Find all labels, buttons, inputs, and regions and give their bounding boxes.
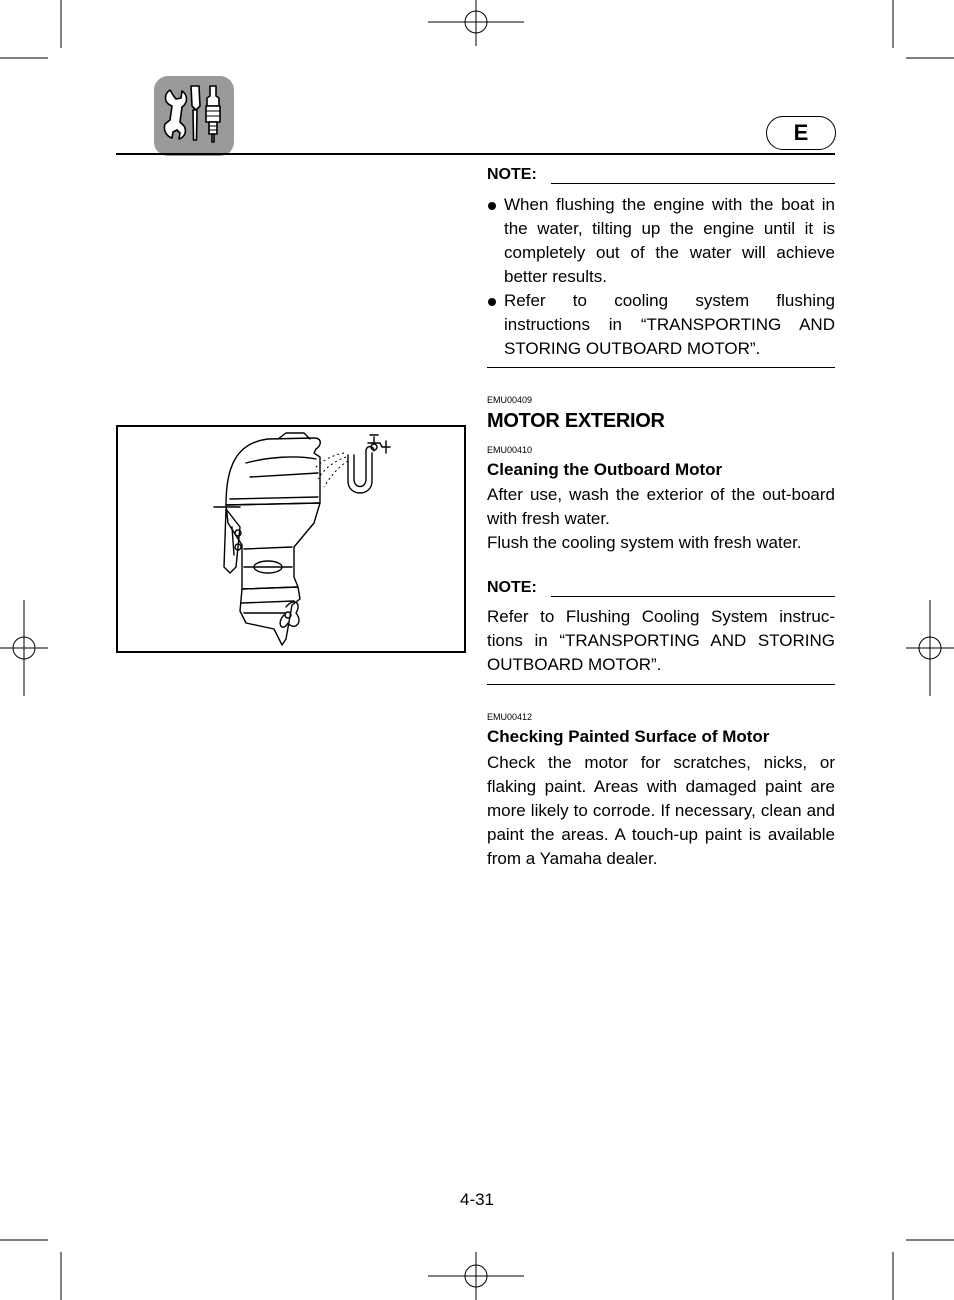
note-body — [487, 193, 835, 361]
language-badge: E — [766, 116, 836, 150]
note-label: NOTE: — [487, 579, 537, 596]
paragraph: After use, wash the exterior of the out-board with fresh water. — [487, 485, 835, 528]
paragraph: Flush the cooling system with fresh water. — [487, 533, 802, 552]
tools-icon — [154, 76, 234, 156]
subsection-code: EMU00410 — [487, 445, 533, 455]
note-body — [487, 605, 835, 677]
note-bullet-list — [487, 193, 835, 361]
header-rule — [116, 153, 835, 155]
note-rule — [551, 183, 835, 184]
note-end-rule — [487, 684, 835, 685]
note-bullet-item: When flushing the engine with the boat in the water, tilting up the engine until it is completely out of the water will achieve better results. — [487, 193, 835, 289]
note-header — [487, 166, 835, 190]
subsection-title: Checking Painted Surface of Motor — [487, 727, 770, 746]
subsection-title: Cleaning the Outboard Motor — [487, 460, 723, 479]
note-rule — [551, 596, 835, 597]
page-number: 4-31 — [459, 1190, 495, 1209]
paragraph: Refer to Flushing Cooling System instruc-tions in “TRANSPORTING AND STORING OUTBOARD MOTOR”. — [487, 607, 835, 674]
paragraph: Check the motor for scratches, nicks, or flaking paint. Areas with damaged paint are more likely to corrode. If necessary, clean and paint the areas. A touch-up paint is available from a Yamaha dealer. — [487, 753, 835, 868]
note-header — [487, 579, 835, 603]
note-bullet-item: Refer to cooling system flushing instructions in “TRANSPORTING AND STORING OUTBOARD MOTOR”. — [487, 289, 835, 361]
outboard-motor-washing-icon — [118, 427, 464, 651]
tools-section-badge — [154, 76, 234, 156]
note-end-rule — [487, 367, 835, 368]
cleaning-body — [487, 483, 835, 555]
note-label: NOTE: — [487, 166, 537, 183]
section-title: MOTOR EXTERIOR — [487, 410, 665, 432]
painted-body — [487, 751, 835, 871]
subsection-code: EMU00412 — [487, 712, 533, 722]
section-code: EMU00409 — [487, 395, 533, 405]
outboard-motor-figure — [116, 425, 466, 653]
